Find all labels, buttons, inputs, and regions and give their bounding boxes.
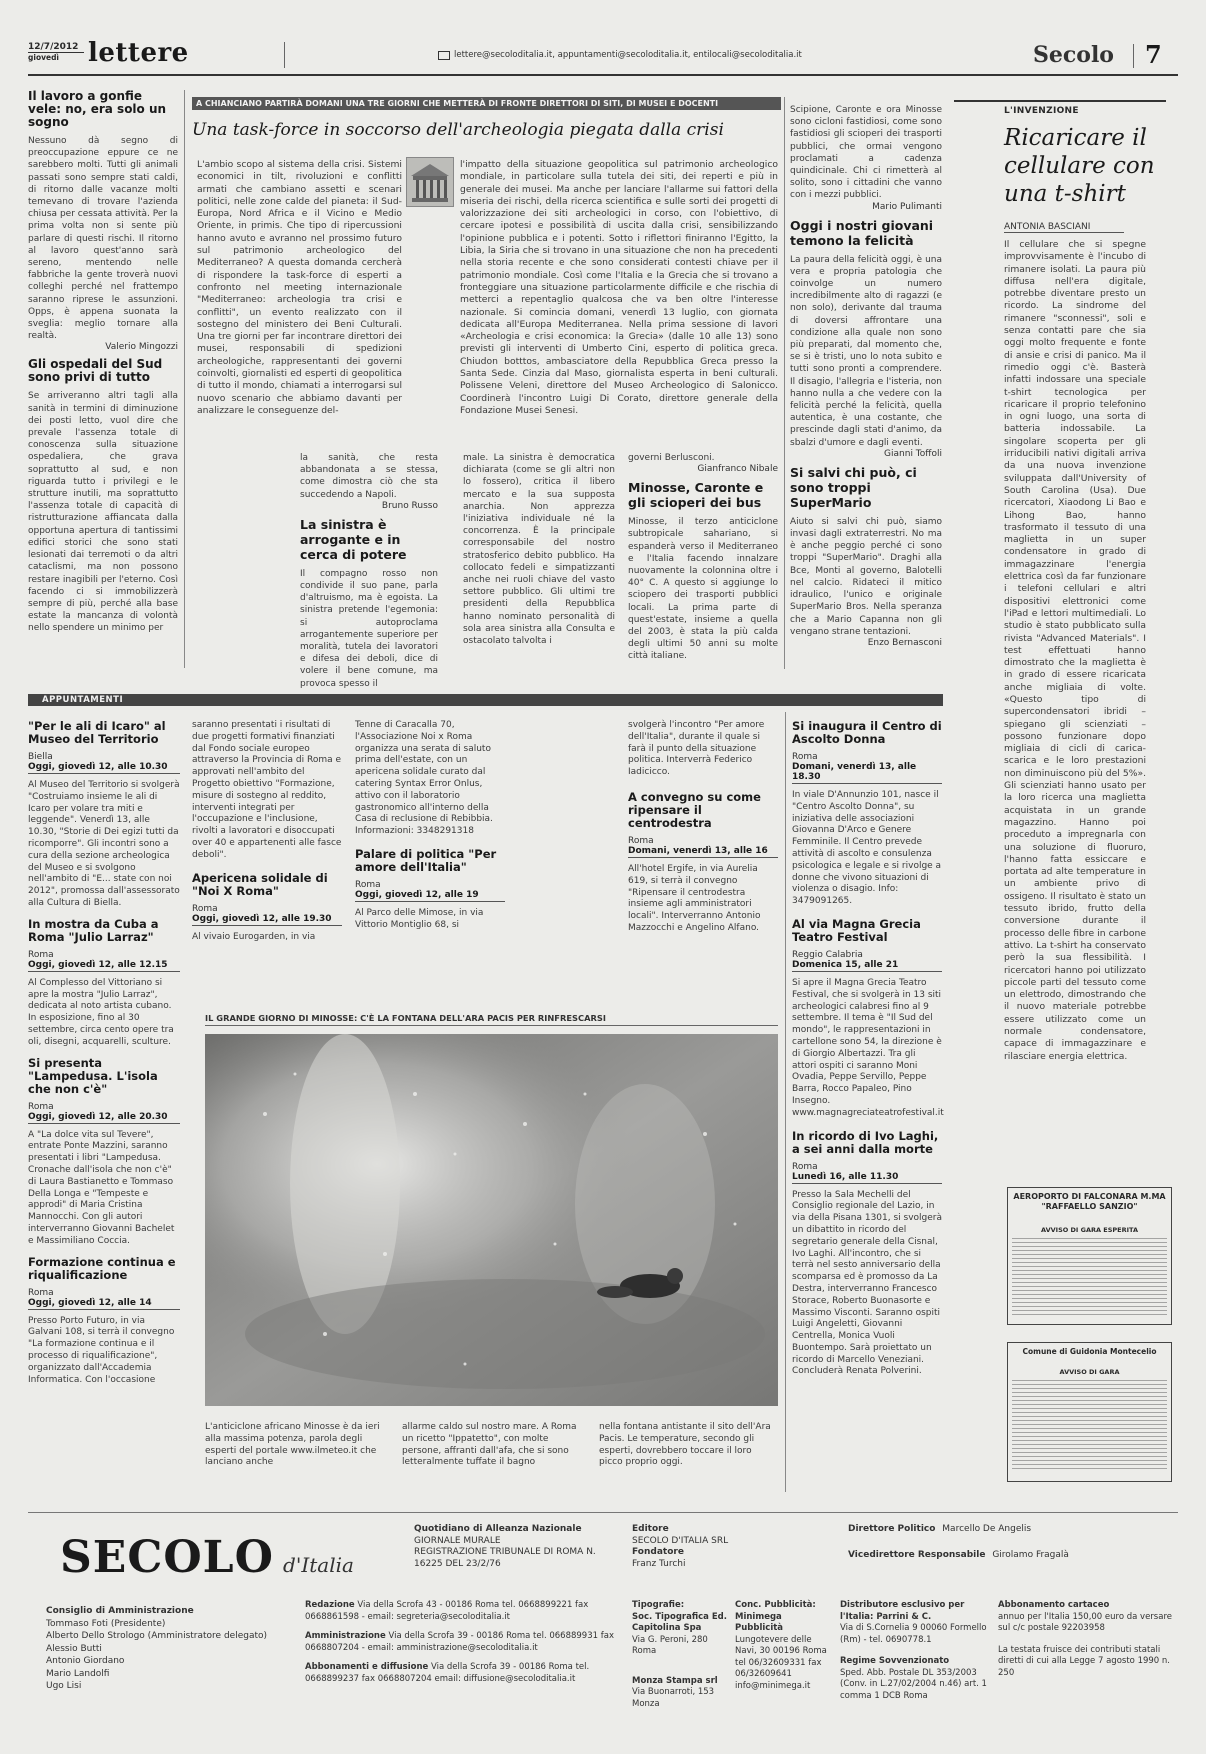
footer-tipografia1-addr: Via G. Peroni, 280 Roma <box>632 1634 708 1656</box>
event-city: Roma <box>28 949 54 960</box>
event-date: Domani, venerdì 13, alle 18.30 <box>792 762 942 784</box>
comune-ad-finetext <box>1012 1380 1167 1470</box>
fountain-photo-svg <box>205 1034 778 1406</box>
letters-col-4 <box>790 104 942 648</box>
footer-amministrazione-label: Amministrazione <box>305 1631 386 1641</box>
letter-signature: Enzo Bernasconi <box>867 637 942 648</box>
event-title: "Per le ali di Icaro" al Museo del Territorio <box>28 719 166 746</box>
appointments-col3 <box>355 720 505 932</box>
footer-registrazione: REGISTRAZIONE TRIBUNALE DI ROMA N. 16225 DEL 23/2/76 <box>414 1547 596 1569</box>
event-city: Roma <box>792 1161 818 1172</box>
masthead-small: Secolo <box>1033 42 1114 68</box>
footer-vicedirettore-value: Girolamo Fragalà <box>992 1550 1069 1560</box>
invention-title: Ricaricare il cellulare con una t-shirt <box>1004 125 1155 207</box>
footer-vicedirettore <box>848 1550 1168 1560</box>
invention-top-rule <box>954 100 1166 102</box>
footer-regime-label: Regime Sovvenzionato <box>840 1656 950 1666</box>
footer-consiglio-member: Mario Landolfi <box>46 1668 110 1679</box>
event-body: Al vivaio Eurogarden, in via <box>192 931 316 942</box>
event-title: Si presenta "Lampedusa. L'isola che non c'è" <box>28 1055 158 1096</box>
letter-title: Si salvi chi può, ci sono troppi SuperMario <box>790 464 917 510</box>
event-item <box>28 720 180 910</box>
header-divider-right <box>1133 44 1134 68</box>
footer-distributore-value: Via di S.Cornelia 9 00060 Formello (Rm) - tel. 0690778.1 <box>840 1623 987 1645</box>
airport-ad-title: AEROPORTO DI FALCONARA M.MA "RAFFAELLO SANZIO" <box>1013 1192 1166 1211</box>
event-item <box>792 918 942 1120</box>
footer-redazione-label: Redazione <box>305 1600 355 1610</box>
event-body: svolgerà l'incontro "Per amore dell'Italia", durante il quale si farà il punto della situazione politica. Interverrà Federico Iadicicco. <box>628 720 765 778</box>
letter-signature: Valerio Mingozzi <box>105 342 178 353</box>
footer-distributore <box>840 1600 990 1702</box>
event-title: In ricordo di Ivo Laghi, a sei anni dalla morte <box>792 1128 939 1156</box>
event-title: Palare di politica "Per amore dell'Italia" <box>355 846 497 874</box>
comune-ad-subtitle: AVVISO DI GARA <box>1059 1368 1120 1376</box>
footer-redazione-block <box>305 1600 615 1685</box>
footer-abbonamenti <box>305 1662 615 1685</box>
footer-pubblicita-value: Lungotevere delle Navi, 30 00196 Roma tel 06/32609331 fax 06/32609641 info@minimega.it <box>735 1634 827 1691</box>
event-body: Al Complesso del Vittoriano si apre la mostra "Julio Larraz", dedicata al noto artista cubano. In esposizione, fino al 30 settembre, circa cento opere tra oli, disegni, acquarelli, sculture. <box>28 977 174 1047</box>
comune-ad <box>1007 1342 1172 1482</box>
invention-section: L'INVENZIONE <box>1004 106 1079 116</box>
airport-ad-subtitle: AVVISO DI GARA ESPERITA <box>1041 1226 1138 1234</box>
letter-title: Minosse, Caronte e gli scioperi dei bus <box>628 480 764 511</box>
letter-body: Il compagno rosso non condivide il suo pane, parla d'altruismo, ma è egoista. La sinistra pretende l'egemonia: si autoproclama arrogantemente superiore per moralità, tutela dei lavoratori e difesa dei deboli, dice di volere il bene comune, ma provoca spesso il <box>300 568 438 689</box>
header-emails[interactable]: lettere@secoloditalia.it, appuntamenti@secoloditalia.it, entilocali@secoloditalia.it <box>454 50 802 60</box>
letter-body: male. La sinistra è democratica dichiarata (come se gli altri non lo fossero), critica il libero mercato e la sua supposta anarchia. Non apprezza l'iniziativa individuale né la concorrenza. È la principale corresponsabile del nostro stratosferico debito pubblico. Ha collocato fedeli e simpatizzanti anche nei ruoli chiave del vasto settore pubblico. Gli ultimi tre presidenti della Repubblica hanno nominato personalità di sola area sinistra alla Consulta e ostacolato talvolta i <box>463 453 615 647</box>
header-bar <box>28 38 1178 72</box>
section-title: lettere <box>88 38 189 68</box>
letter-title: Il lavoro a gonfie vele: no, era solo un sogno <box>28 89 167 129</box>
event-city: Roma <box>628 835 654 846</box>
event-title: A convegno su come ripensare il centrodestra <box>628 789 761 830</box>
event-date: Domenica 15, alle 21 <box>792 960 942 972</box>
letter-signature: Bruno Russo <box>381 500 438 511</box>
appointments-col1 <box>28 720 180 1386</box>
airport-ad-finetext <box>1012 1238 1167 1316</box>
invention-author: ANTONIA BASCIANI <box>1004 222 1124 233</box>
letter-body: Aiuto si salvi chi può, siamo invasi dagli extraterrestri. No ma è anche peggio perché ci sono troppi "SuperMario". Draghi alla Bce, Monti al governo, Balotelli nel calcio. Ridateci il mitico idraulico, l'unico e originale SuperMario Bros. Nella speranza che a Mario Capanna non gli vengano strane tentazioni. <box>790 516 942 637</box>
header-rule <box>28 74 1178 76</box>
event-body: Al Parco delle Mimose, in via Vittorio Montiglio 68, si <box>355 907 484 930</box>
feature-title: Una task-force in soccorso dell'archeologia piegata dalla crisi <box>192 120 724 140</box>
footer-consiglio-member: Antonio Giordano <box>46 1656 125 1666</box>
page-number: 7 <box>1145 40 1162 69</box>
event-title: Apericena solidale di "Noi X Roma" <box>192 870 328 898</box>
letter-body: La paura della felicità oggi, è una vera e propria patologia che coinvolge un numero incredibilmente alto di ragazzi (e non solo), derivante dal trauma di doversi affrontare una condizione alla quale non sono più preparati, dal momento che, se si è tristi, uno lo nota subito e tutti sono pronti a comprendere. Il disagio, l'allegria e l'isteria, non hanno nulla a che vedere con la felicità perché la felicità, quella autentica, è una costante, che prescinde dagli stati d'animo, da sbalzi d'umore e dagli eventi. <box>790 254 942 448</box>
footer-amministrazione <box>305 1631 615 1654</box>
event-title: Si inaugura il Centro di Ascolto Donna <box>792 719 942 746</box>
appointments-title: APPUNTAMENTI <box>42 695 124 705</box>
event-city: Reggio Calabria <box>792 949 863 960</box>
footer-editore-label: Editore <box>632 1524 669 1534</box>
fountain-photo <box>205 1034 778 1406</box>
letter-body: governi Berlusconi. <box>628 453 715 463</box>
event-body: All'hotel Ergife, in via Aurelia 619, si terrà il convegno "Ripensare il centrodestra insieme agli amministratori locali". Interverranno Antonio Mazzocchi e Angelino Alfano. <box>628 863 761 933</box>
column-rule <box>785 712 786 1492</box>
event-date: Domani, venerdì 13, alle 16 <box>628 846 778 858</box>
footer-consiglio-member: Alessio Butti <box>46 1643 102 1654</box>
event-city: Roma <box>355 879 381 890</box>
footer-redazione <box>305 1600 615 1623</box>
footer-logo <box>60 1532 354 1583</box>
column-rule <box>184 90 185 668</box>
temple-image <box>406 157 454 207</box>
appointments-header <box>28 694 943 706</box>
event-item <box>792 720 942 908</box>
footer-logo-script: d'Italia <box>283 1553 354 1577</box>
footer-redazione-value: Via della Scrofa 43 - 00186 Roma tel. 0668899221 fax 0668861598 - email: segreteria@secoloditalia.it <box>305 1600 589 1622</box>
event-title: Formazione continua e riqualificazione <box>28 1254 176 1282</box>
footer-abbonamento <box>998 1600 1173 1679</box>
footer-consiglio-member: Ugo Lisi <box>46 1681 82 1691</box>
footer-amministrazione-value: Via della Scrofa 39 - 00186 Roma tel. 066889931 fax 0668807204 - email: amministrazione@secoloditalia.it <box>305 1631 614 1653</box>
invention-article <box>950 100 1178 1063</box>
event-item <box>28 1057 180 1248</box>
footer-testata-note: La testata fruisce dei contributi statali diretti di cui alla Legge 7 agosto 1990 n. 250 <box>998 1644 1170 1678</box>
footer-consiglio <box>46 1605 286 1693</box>
header-date-block <box>28 42 84 62</box>
footer-editore <box>632 1524 772 1570</box>
email-icon <box>438 51 450 60</box>
event-item <box>28 918 180 1049</box>
footer-distributore-label: Distributore esclusivo per l'Italia: Parrini & C. <box>840 1600 965 1622</box>
footer-abbonamenti-label: Abbonamenti e diffusione <box>305 1662 429 1672</box>
letter-body: la sanità, che resta abbandonata a se stessa, come dimostra ciò che sta succedendo a Napoli. <box>300 453 438 500</box>
photo-feature <box>205 1013 778 1468</box>
feature-col1 <box>197 159 402 417</box>
event-city: Roma <box>192 903 218 914</box>
footer-direttore-label: Direttore Politico <box>848 1524 936 1534</box>
letter-body: Nessuno dà segno di preoccupazione eppure ce ne sarebbero molti. Tutti gli animali passati sono sempre stati caldi, di ritorno dalle vacanze molti temevano di trovare l'azienda chiusa per cessata attività. Per la prima volta non si sente più parlare di questi rischi. Il ritorno al lavoro quest'anno sarà sereno, mentendo nelle fabbriche la gente troverà nuovi colleghi perché nel frattempo saranno riprese le assunzioni. Opps, è appena suonata la sveglia: meglio tornare alla realtà. <box>28 136 178 342</box>
footer-abbonamento-label: Abbonamento cartaceo <box>998 1600 1110 1610</box>
event-city: Roma <box>28 1101 54 1112</box>
event-date: Oggi, giovedì 12, alle 20.30 <box>28 1112 180 1124</box>
feature-col2 <box>460 159 778 417</box>
comune-ad-title: Comune di Guidonia Montecelio <box>1022 1347 1157 1356</box>
footer-rule <box>28 1512 1178 1513</box>
event-date: Oggi, giovedì 12, alle 19 <box>355 890 505 902</box>
photo-kicker: IL GRANDE GIORNO DI MINOSSE: C'È LA FONTANA DELL'ARA PACIS PER RINFRESCARSI <box>205 1013 778 1026</box>
footer-direttore <box>848 1524 1168 1534</box>
event-city: Biella <box>28 752 53 762</box>
footer-direttore-value: Marcello De Angelis <box>942 1524 1032 1534</box>
event-city: Roma <box>792 752 818 762</box>
photo-caption-1: L'anticiclone africano Minosse è da ieri alla massima potenza, parola degli esperti del portale www.ilmeteo.it che lanciano anche <box>205 1422 380 1468</box>
event-body: Al Museo del Territorio si svolgerà "Costruiamo insieme le ali di Icaro per volare tra miti e leggende". Venerdì 13, alle 10.30, "Storie di Dei egizi tutti da ricomporre". Gli incontri sono a cura della sezione archeologica del Museo e si svolgono nell'ambito di "E... state con noi 2012", promossa dall'assessorato alla Cultura di Biella. <box>28 780 180 908</box>
footer-tipografia2: Monza Stampa srl <box>632 1675 718 1686</box>
footer-logo-main: SECOLO <box>60 1532 274 1583</box>
feature-body-2: l'impatto della situazione geopolitica sul patrimonio archeologico mondiale, in particolare sulla tutela dei siti, dei reperti e più in generale dei musei. Ma anche per lanciare l'allarme sui fattori della miseria dei rischi, della ricerca scientifica e sulle sorti dei progetti di valorizzazione dei siti archeologici in corso, con l'obiettivo, di cercare ipotesi e possibilità di uscita dalla crisi, sensibilizzando l'opinione pubblica e i potenti. Sotto i riflettori finiranno l'Egitto, la Libia, la Siria che si trovano in una situazione che non ha precedenti nella storia recente e che sono considerati contesti chiave per il patrimonio mondiale. Così come l'Italia e la Grecia che si trovano a fronteggiare una situazione particolarmente difficile e che rischia di metterci a repentaglio qualcosa che va ben oltre l'interesse nazionale. Si comincia domani, venerdì 13 luglio, con giornata dedicata all'Europa Mediterranea. Nella prima sessione di lavori «Archeologia e crisi economica: la Grecia» (dalle 10 alle 13) sono previsti gli interventi di Umberto Cini, esperto di politica greca. Chiudon botttos, ambasciatore della Repubblica Greca presso la Santa Sede. Cinzia dal Maso, giornalista esperta in beni culturali. Polissene Veleni, direttore del Museo Archeologico di Salonicco. Coordinerà l'incontro Luigi Di Corato, direttore generale della Fondazione Musei Senesi. <box>460 159 778 416</box>
letter-signature: Mario Pulimanti <box>872 201 942 212</box>
event-date: Oggi, giovedì 12, alle 19.30 <box>192 914 342 926</box>
footer-tipografia2-addr: Via Buonarroti, 153 Monza <box>632 1687 715 1709</box>
footer-quotidiano <box>414 1524 609 1570</box>
footer-quotidiano-title: Quotidiano di Alleanza Nazionale <box>414 1524 582 1534</box>
footer-giornale: GIORNALE MURALE <box>414 1535 501 1546</box>
event-body: saranno presentati i risultati di due progetti formativi finanziati dal Fondo sociale europeo attraverso la Provincia di Roma e approvati nell'ambito del Progetto obiettivo "Formazione, misure di sostegno al reddito, interventi integrati per l'occupazione e l'inclusione, rivolti a lavoratori e disoccupati over 40 e appartenenti alle fasce deboli". <box>192 720 342 860</box>
invention-body: Il cellulare che si spegne improvvisamente è l'incubo di rimanere isolati. La paura più diffusa nell'era digitale, potrebbe diventare presto un ricordo. La sindrome del rimanere "sconnessi", soli e senza contatti pare che sia oggi molto frequente e fonte di ansie e crisi di panico. Ma il rimedio oggi c'è. Basterà infatti indossare una speciale t-shirt tecnologica per ricaricare il proprio telefonino in ogni luogo, una sorta di batteria indossabile. La singolare scoperta per gli irriducibili nativi digitali arriva da una nuova invenzione sviluppata dall'University of South Carolina (Usa). Due ricercatori, Xiaodong Li Bao e Lihong Bao, hanno trasformato il tessuto di una maglietta in un super condensatore in grado di immagazzinare l'energia elettrica così da far funzionare i telefoni cellulari e altri dispositivi elettronici come l'iPad e lettori multimediali. Lo studio è stato pubblicato sulla rivista "Advanced Materials". I test effettuati hanno dimostrato che la maglietta è in grado di essere ricaricata anche migliaia di volte. «Questo tipo di supercondensatori ibridi – spiegano gli scienziati – possono funzionare dopo migliaia di cicli di carica-scarica e le loro prestazioni non diminuiscono più del 5%». Gli scienziati hanno usato per la loro ricerca una maglietta acquistata in un grande magazzino. Hanno poi proceduto a impregnarla con una soluzione di fluoruro, l'hanno fatta essiccare e portata ad alte temperature in un ambiente privo di ossigeno. Il risultato è stato un tessuto ibrido, frutto della conversione durante il processo delle fibre in carbone attivo. La t-shirt ha conservato però la sua flessibilità. I ricercatori hanno poi utilizzato piccole parti del tessuto come un elettrodo, dimostrando che il nuovo materiale potrebbe essere utilizzato come un normale condensatore, capace di immagazzinare e rilasciare energia elettrica. <box>1004 239 1146 1062</box>
event-city: Roma <box>28 1287 54 1298</box>
event-date: Oggi, giovedì 12, alle 12.15 <box>28 960 180 972</box>
event-item <box>28 1256 180 1387</box>
footer-fondatore-label: Fondatore <box>632 1547 684 1557</box>
photo-caption-3: nella fontana antistante il sito dell'Ara Pacis. Le temperature, secondo gli esperti, dovrebbero toccare il loro picco proprio oggi. <box>599 1422 771 1468</box>
footer-regime-value: Sped. Abb. Postale DL 353/2003 (Conv. in L.27/02/2004 n.46) art. 1 comma 1 DCB Roma <box>840 1667 987 1701</box>
footer-pubblicita-label: Conc. Pubblicità: Minimega Pubblicità <box>735 1600 816 1633</box>
letter-title: La sinistra è arrogante e in cerca di potere <box>300 516 407 562</box>
event-item <box>792 1130 942 1379</box>
letters-col-b <box>463 452 615 647</box>
event-body: Tenne di Caracalla 70, l'Associazione Noi x Roma organizza una serata di saluto prima dell'estate, con un apericena solidale curato dal catering Syntax Error Onlus, attivo con il laboratorio gastronomico all'interno della Casa di reclusione di Rebibbia. Informazioni: 3348291318 <box>355 720 493 837</box>
event-body: Presso la Sala Mechelli del Consiglio regionale del Lazio, in via della Pisana 1301, si svolgerà un dibattito in ricordo del segretario generale della Cisnal, Ivo Laghi. All'incontro, che si terrà nel sesto anniversario della scomparsa ed è promosso da La Destra, interverranno Francesco Storace, Roberto Buonasorte e Massimo Visconti. Saranno ospiti Luigi Angeletti, Giovanni Centrella, Monica Vuoli Buontempo. Sarà proiettato un ricordo di Marcello Veneziani. Concluderà Renata Polverini. <box>792 1189 943 1377</box>
letters-left-column <box>28 90 178 635</box>
footer-abbonamenti-value: Via della Scrofa 39 - 00186 Roma tel. 0668899237 fax 0668807204 email: diffusione@secoloditalia.it <box>305 1662 590 1684</box>
photo-caption-2: allarme caldo sul nostro mare. A Roma un ricetto "Ippatetto", con molte persone, affranti dall'afa, che si sono letteralmente tuffate il bagno <box>402 1422 577 1468</box>
event-date: Oggi, giovedì 12, alle 10.30 <box>28 762 180 774</box>
footer-abbonamento-value: annuo per l'Italia 150,00 euro da versare sul c/c postale 92203958 <box>998 1611 1172 1633</box>
event-title: Al via Magna Grecia Teatro Festival <box>792 916 921 944</box>
column-rule <box>784 97 785 669</box>
letters-col-c <box>628 452 778 663</box>
footer-tipografie <box>632 1600 727 1710</box>
event-item <box>355 848 505 932</box>
footer-vicedirettore-label: Vicedirettore Responsabile <box>848 1550 986 1560</box>
event-body: Si apre il Magna Grecia Teatro Festival, che si svolgerà in 13 siti archeologici calabresi fino al 9 settembre. Il tema è "Il Sud del mondo", le rappresentazioni in cartellone sono 54, la direzione è di Giorgio Albertazzi. Tra gli attori ospiti ci saranno Moni Ovadia, Peppe Servillo, Peppe Barra, Rocco Papaleo, Pino Insegno. www.magnagreciateatrofestival.it <box>792 977 944 1118</box>
footer-tipografia1: Soc. Tipografica Ed. Capitolina Spa <box>632 1611 727 1633</box>
feature-body-1: L'ambio scopo al sistema della crisi. Sistemi economici in tilt, rivoluzioni e conflitti armati che cambiano assetti e scenari politici, nelle zone calde del pianeta: il Sud-Europa, Nord Africa e il Vicino e Medio Oriente, in primis. Che tipo di ripercussioni hanno avuto e avranno nel prossimo futuro sul patrimonio archeologico del Mediterraneo? A questa domanda cercherà di rispondere la task-force di esperti a confronto nel meeting internazionale "Mediterraneo: archeologia tra crisi e conflitti", un evento realizzato con il sostegno del ministero dei Beni Culturali. Una tre giorni per far incontrare direttori dei musei, responsabili di spedizioni archeologiche, rappresentanti dei governi coinvolti, giornalisti ed esperti di geopolitica di tutto il mondo, chiamati a interrogarsi sul nuovo scenario che abbiamo davanti per analizzare le conseguenze del- <box>197 159 402 416</box>
header-weekday: giovedì <box>28 53 60 62</box>
appointments-col5 <box>792 720 942 1378</box>
letter-signature: Gianfranco Nibale <box>697 464 778 475</box>
event-item <box>628 791 778 935</box>
header-date: 12/7/2012 <box>28 42 84 53</box>
letter-title: Gli ospedali del Sud sono privi di tutto <box>28 357 163 385</box>
airport-ad <box>1007 1187 1172 1325</box>
event-title: In mostra da Cuba a Roma "Julio Larraz" <box>28 916 159 944</box>
appointments-col2 <box>192 720 342 943</box>
header-divider <box>284 42 285 68</box>
footer-consiglio-member: Alberto Dello Strologo (Amministratore delegato) <box>46 1631 268 1641</box>
feature-box <box>192 97 781 432</box>
event-date: Lunedì 16, alle 11.30 <box>792 1172 942 1184</box>
footer-consiglio-member: Tommaso Foti (Presidente) <box>46 1618 166 1629</box>
footer-fondatore-value: Franz Turchi <box>632 1558 686 1569</box>
event-body: A "La dolce vita sul Tevere", entrate Ponte Mazzini, saranno presentati i libri "Lampedusa. Cronache dall'isola che non c'è" di Laura Bastianetto e Tommaso Della Longa e "Tempeste e approdi" di Maria Cristina Mannocchi. Con gli autori interverranno Giovanni Bachelet e Massimiliano Coccia. <box>28 1129 175 1246</box>
event-item <box>192 872 342 944</box>
footer-tipografie-label: Tipografie: <box>632 1600 685 1610</box>
letters-col-a <box>300 452 438 690</box>
letter-title: Oggi i nostri giovani temono la felicità <box>790 217 934 248</box>
event-body: Presso Porto Futuro, in via Galvani 108, si terrà il convegno "La formazione continua e il processo di riqualificazione", organizzato dall'Accademia Informatica. Con l'occasione <box>28 1315 175 1385</box>
footer-pubblicita <box>735 1600 830 1692</box>
letter-signature: Gianni Toffoli <box>884 448 942 459</box>
footer-editore-value: SECOLO D'ITALIA SRL <box>632 1535 729 1546</box>
letter-body: Scipione, Caronte e ora Minosse sono cicloni fastidiosi, come sono fastidiosi gli scioperi dei trasporti pubblici, che ormai vengono proclamati a cadenza quindicinale. Chi ci rimetterà al solito, sono i cittadini che vanno con i mezzi pubblici. <box>790 105 942 201</box>
footer-consiglio-title: Consiglio di Amministrazione <box>46 1606 194 1616</box>
appointments-col4 <box>628 720 778 935</box>
event-date: Oggi, giovedì 12, alle 14 <box>28 1298 180 1310</box>
letter-body: Se arriveranno altri tagli alla sanità in termini di diminuzione dei posti letto, vuol dire che prevale l'assenza totale di conoscenza sulla situazione ospedaliera, che grava soprattutto al sud, e non riguarda tutto i privilegi e le strutture inutili, ma soprattutto l'assenza totale di capacità di ristrutturazione affiancata dalla opportuna apertura di tantissimi edifici storici che sono stati lesionati dai terremoti o da altri cataclismi, ma non possono restare inagibili per l'eterno. Così facendo ci si immobilizzerà sempre di più, perché alla base estate la mancanza di volontà nello spendere un minimo per <box>28 391 178 634</box>
letter-body: Minosse, il terzo anticiclone subtropicale sahariano, si espanderà verso il Mediterraneo e l'Italia facendo innalzare nuovamente la colonnina oltre i 40° C. A questo si aggiunge lo sciopero dei trasporti pubblici locali. La prima parte di quest'estate, insieme a quella del 2003, è stata la più calda degli ultimi 50 anni su molte città italiane. <box>628 517 778 662</box>
feature-kicker: A CHIANCIANO PARTIRÀ DOMANI UNA TRE GIORNI CHE METTERÀ DI FRONTE DIRETTORI DI SITI, DI MUSEI E DOCENTI <box>192 97 781 110</box>
event-body: In viale D'Annunzio 101, nasce il "Centro Ascolto Donna", su iniziativa delle associazioni Giovanna D'Arco e Genere Femminile. Il Centro prevede attività di ascolto e consulenza psicologica e legale e si rivolge a donne che vivono situazioni di violenza o disagio. Info: 3479091265. <box>792 790 942 907</box>
